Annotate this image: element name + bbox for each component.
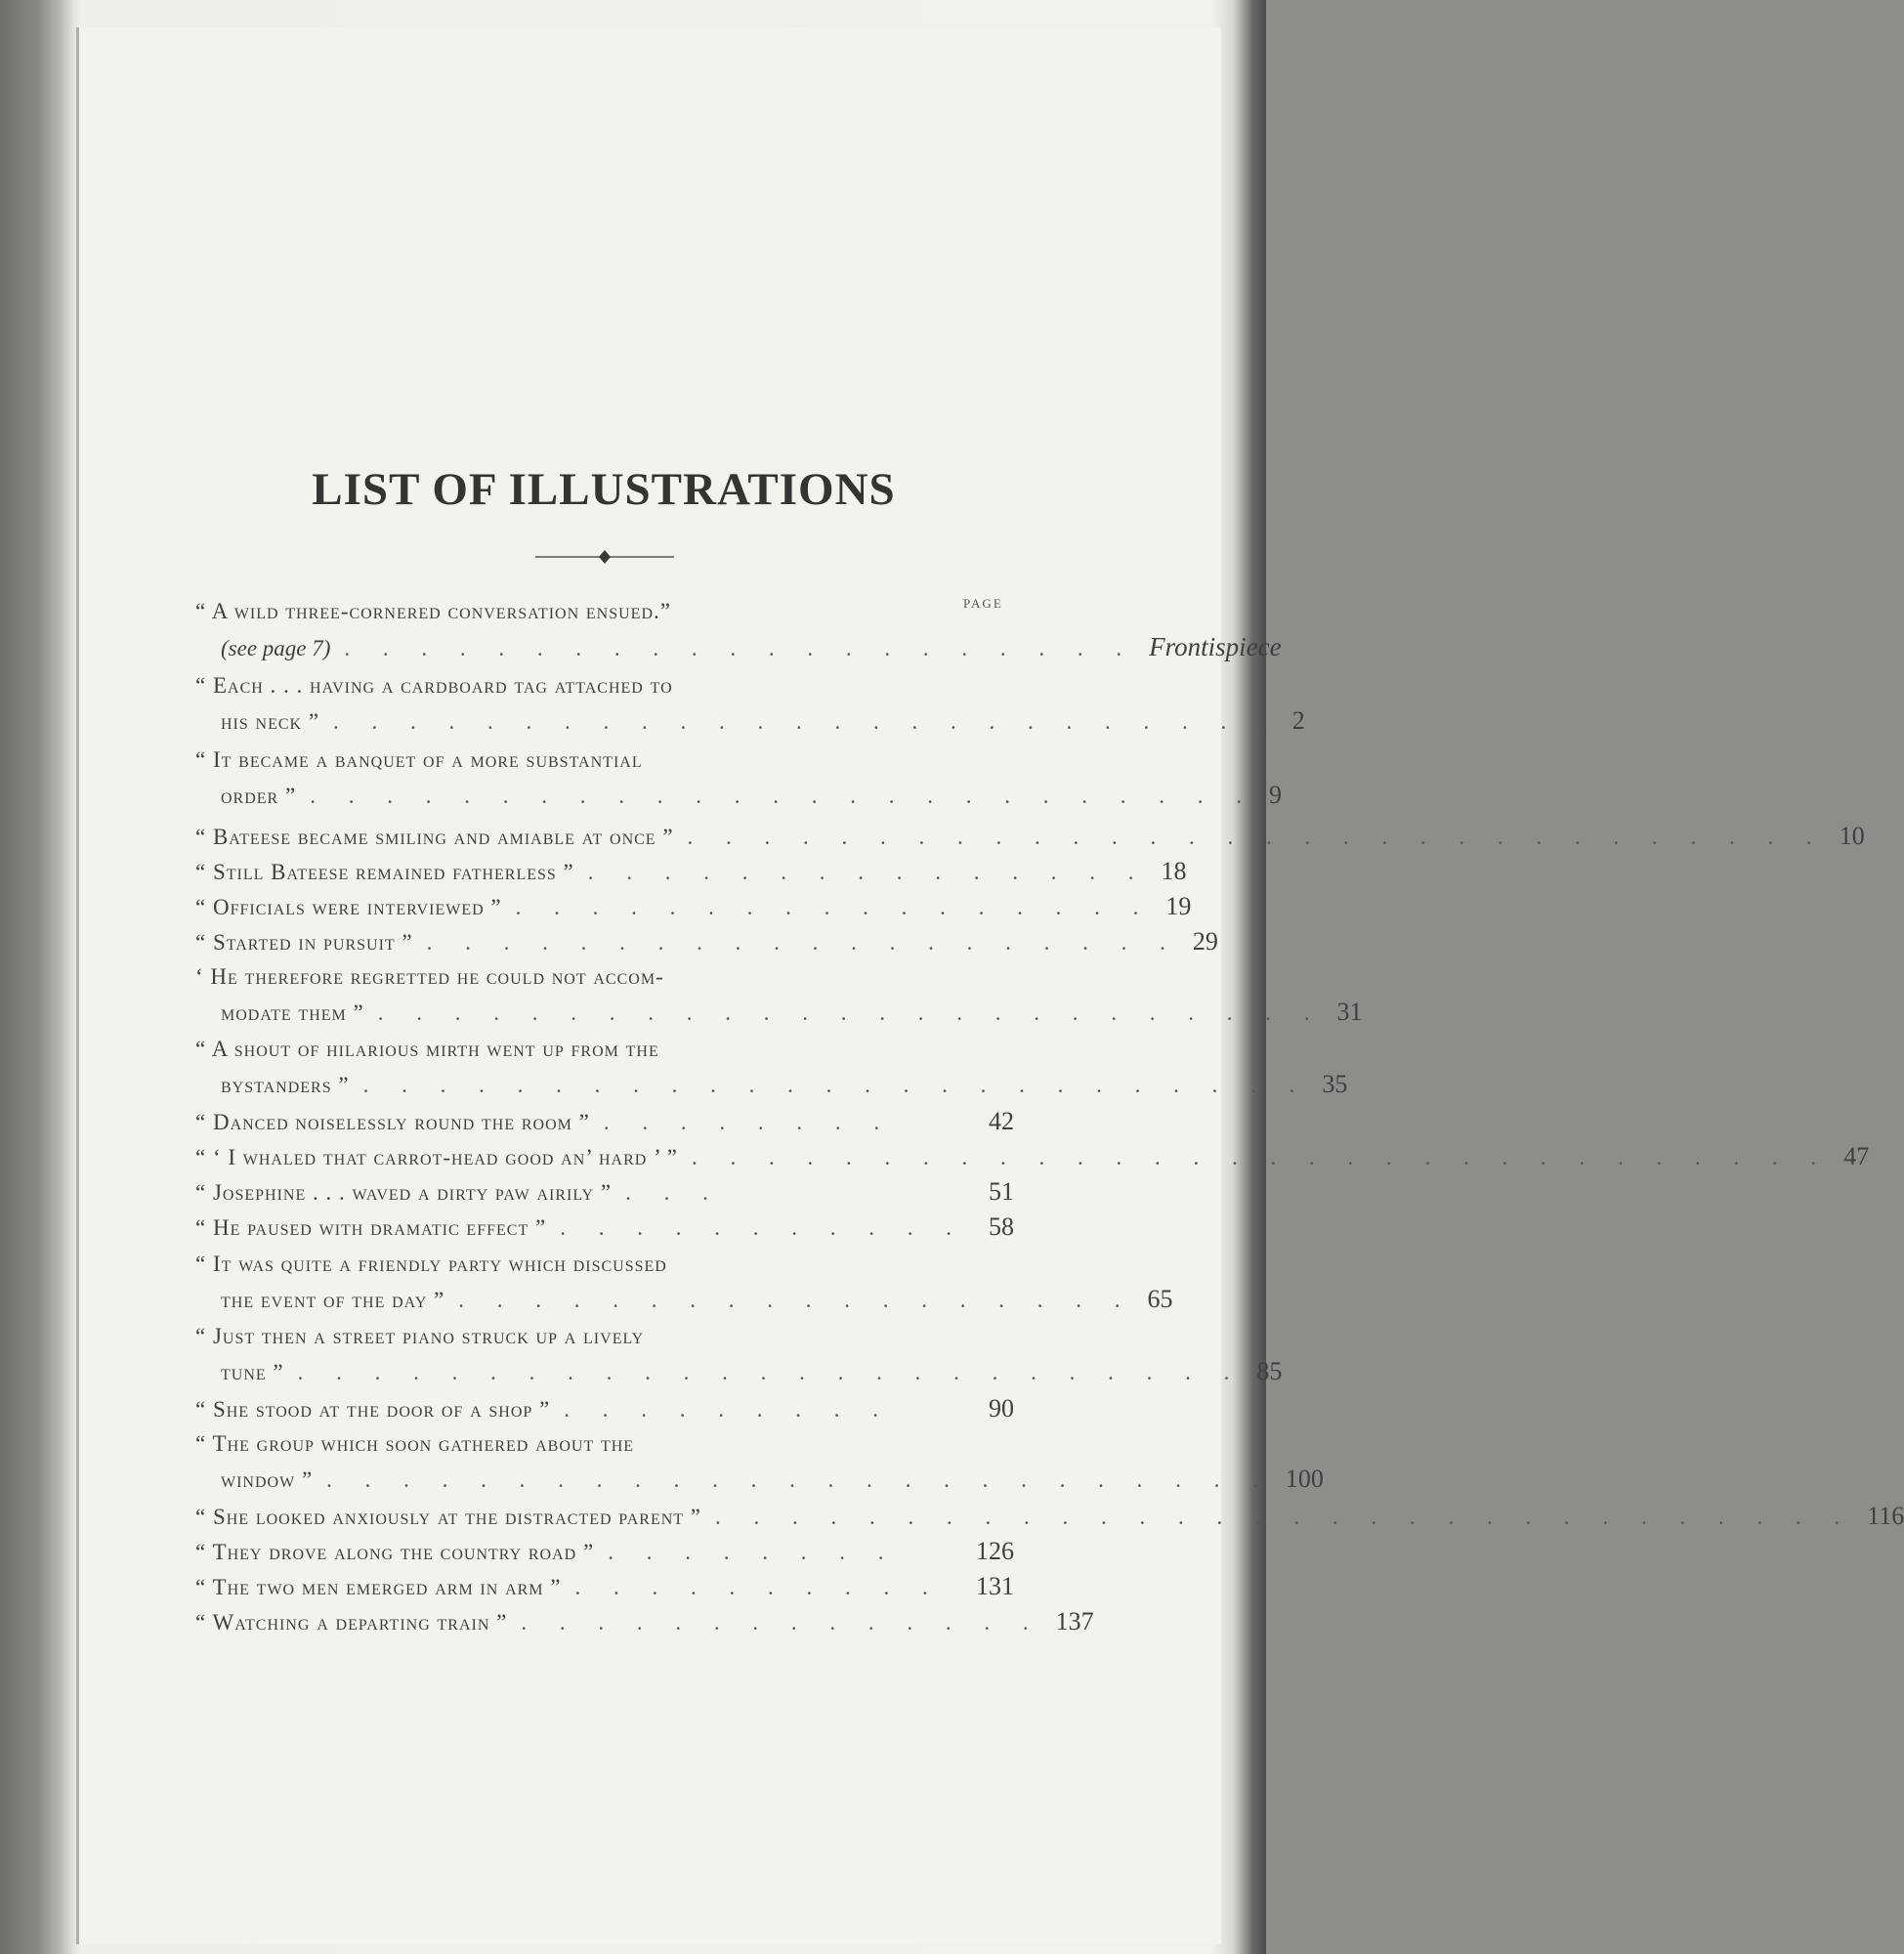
- entry-caption: “ The group which soon gathered about the: [195, 1431, 635, 1456]
- entry-caption: “ They drove along the country road ”: [195, 1540, 595, 1564]
- dot-leader: . . . . . . . . . . . . . . . . .: [515, 895, 1153, 919]
- ornament-divider: [535, 549, 674, 565]
- list-item: [195, 1174, 1014, 1210]
- entry-caption-cont: modate them ”: [221, 1000, 364, 1025]
- entry-caption: “ Bateese became smiling and amiable at once ”: [195, 825, 674, 849]
- entry-caption-cont: tune ”: [221, 1360, 284, 1384]
- entry-page-number: 9: [1268, 781, 1282, 809]
- dot-leader: . . . . . . . . . . . . . . . . . . . . . . . . .: [310, 784, 1255, 808]
- dot-leader: . . . . . . . . . . . . . . . . . . . . . . . . . . . . . .: [715, 1505, 1854, 1529]
- entry-page-number: 58: [989, 1212, 1014, 1241]
- entry-caption: “ She stood at the door of a shop ”: [195, 1397, 551, 1422]
- list-item: [195, 1499, 1904, 1534]
- entry-page-number: 126: [976, 1537, 1014, 1565]
- entry-caption: “ A shout of hilarious mirth went up from the: [195, 1037, 659, 1061]
- entry-page-number: 47: [1843, 1142, 1870, 1170]
- entry-caption: “ Josephine . . . waved a dirty paw airily ”: [195, 1180, 613, 1205]
- list-item: [195, 1210, 1014, 1245]
- list-item: [195, 819, 1865, 854]
- list-item: [195, 1247, 1173, 1317]
- entry-page-number: 85: [1256, 1357, 1283, 1385]
- dot-leader: . . . . . . . . . . . . . . . . . . . . . . . . .: [333, 709, 1279, 734]
- entry-page-number: Frontispiece: [1149, 632, 1282, 661]
- entry-caption: “ It was quite a friendly party which discussed: [195, 1252, 667, 1276]
- list-item: [195, 1104, 1014, 1139]
- entry-page-number: 18: [1161, 857, 1187, 885]
- dot-leader: . . . . . . . . . . . . . . . . . . . . . . . . .: [326, 1467, 1272, 1492]
- page-title: LIST OF ILLUSTRATIONS: [312, 464, 896, 515]
- dot-leader: . . . . . . . . . . . . . . . . . . . . . . . . .: [362, 1073, 1309, 1097]
- dot-leader: . . . . . . . .: [603, 1110, 894, 1134]
- dot-leader: . . . . . . . . . . .: [560, 1215, 965, 1240]
- entry-caption: “ The two men emerged arm in arm ”: [195, 1575, 562, 1599]
- entry-caption-cont: bystanders ”: [221, 1073, 350, 1097]
- page-column-label: PAGE: [963, 596, 1003, 611]
- list-item: [195, 924, 1218, 959]
- entry-page-number: 2: [1291, 706, 1305, 735]
- list-item: [195, 1032, 1348, 1102]
- entry-caption-cont: (see page 7): [221, 636, 331, 660]
- dot-leader: . . . . . . . . . . . . . . . . . . . . .: [344, 636, 1136, 660]
- dot-leader: . . . . . . . . . . . . . . . . . . . . . . . . .: [377, 1000, 1324, 1025]
- entry-caption: “ ‘ I whaled that carrot-head good an’ hard ’ ”: [195, 1145, 678, 1169]
- entry-page-number: 116: [1867, 1502, 1904, 1530]
- list-item: [195, 1426, 1324, 1497]
- entry-caption: ‘ He therefore regretted he could not accom-: [195, 964, 664, 989]
- entry-page-number: 51: [989, 1177, 1014, 1206]
- entry-caption: “ He paused with dramatic effect ”: [195, 1215, 547, 1240]
- entry-caption: “ A wild three-cornered conversation ensued.”: [195, 599, 671, 623]
- entry-caption: “ It became a banquet of a more substantial: [195, 747, 643, 772]
- list-item: [195, 1534, 1014, 1569]
- entry-caption-cont: the event of the day ”: [221, 1288, 445, 1312]
- list-item: [195, 1569, 1014, 1604]
- dot-leader: . . . . . . . . . . . . . . . . . . . .: [426, 930, 1179, 955]
- entry-caption: “ Just then a street piano struck up a lively: [195, 1324, 645, 1348]
- dot-leader: . . . . . . . . . . . . . .: [521, 1610, 1042, 1635]
- entry-caption: “ Officials were interviewed ”: [195, 895, 502, 919]
- entry-page-number: 42: [989, 1107, 1014, 1135]
- entry-caption-cont: his neck ”: [221, 709, 320, 734]
- dot-leader: . . . . . . . .: [608, 1540, 898, 1564]
- dot-leader: . . . . . . . . . . . . . . . . . . . . . . . . .: [297, 1360, 1244, 1384]
- entry-caption-cont: order ”: [221, 784, 297, 808]
- entry-page-number: 65: [1147, 1285, 1173, 1313]
- entry-page-number: 100: [1285, 1465, 1324, 1493]
- entry-page-number: 137: [1055, 1607, 1094, 1635]
- entry-caption: “ Watching a departing train ”: [195, 1610, 508, 1635]
- list-item: [195, 743, 1282, 813]
- dot-leader: . . . . . . . . . . . . . . . . . .: [458, 1288, 1134, 1312]
- dot-leader: . . . . . . . . . . . . . . . . . . . . . . . . . . . . . .: [687, 825, 1826, 849]
- list-item: [195, 1604, 1094, 1639]
- entry-page-number: 31: [1336, 998, 1363, 1026]
- entry-caption: “ She looked anxiously at the distracted parent ”: [195, 1505, 701, 1529]
- entry-page-number: 131: [976, 1572, 1014, 1600]
- entry-page-number: 29: [1192, 927, 1218, 956]
- list-item: [195, 1139, 1870, 1174]
- list-item: [195, 1319, 1283, 1389]
- entry-caption: “ Started in pursuit ”: [195, 930, 413, 955]
- entry-page-number: 10: [1839, 822, 1865, 850]
- list-item: [195, 959, 1363, 1030]
- dot-leader: . . . . . . . . . .: [574, 1575, 942, 1599]
- list-item: [195, 668, 1305, 739]
- entry-page-number: 19: [1165, 892, 1192, 920]
- list-item: [195, 1391, 1014, 1426]
- entry-caption-cont: window ”: [221, 1467, 314, 1492]
- entry-caption: “ Each . . . having a cardboard tag attached to: [195, 673, 673, 698]
- dot-leader: . . . . . . . . .: [564, 1397, 892, 1422]
- page-edge: [76, 27, 79, 1944]
- entry-caption: “ Danced noiselessly round the room ”: [195, 1110, 590, 1134]
- entry-page-number: 90: [989, 1394, 1014, 1423]
- list-item: [195, 594, 1282, 664]
- dot-leader: . . . . . . . . . . . . . . .: [587, 860, 1148, 884]
- dot-leader: . . .: [625, 1180, 722, 1205]
- entry-page-number: 35: [1322, 1070, 1348, 1098]
- list-item: [195, 854, 1187, 889]
- dot-leader: . . . . . . . . . . . . . . . . . . . . . . . . . . . . . .: [692, 1145, 1831, 1169]
- entry-caption: “ Still Bateese remained fatherless ”: [195, 860, 574, 884]
- list-item: [195, 889, 1192, 924]
